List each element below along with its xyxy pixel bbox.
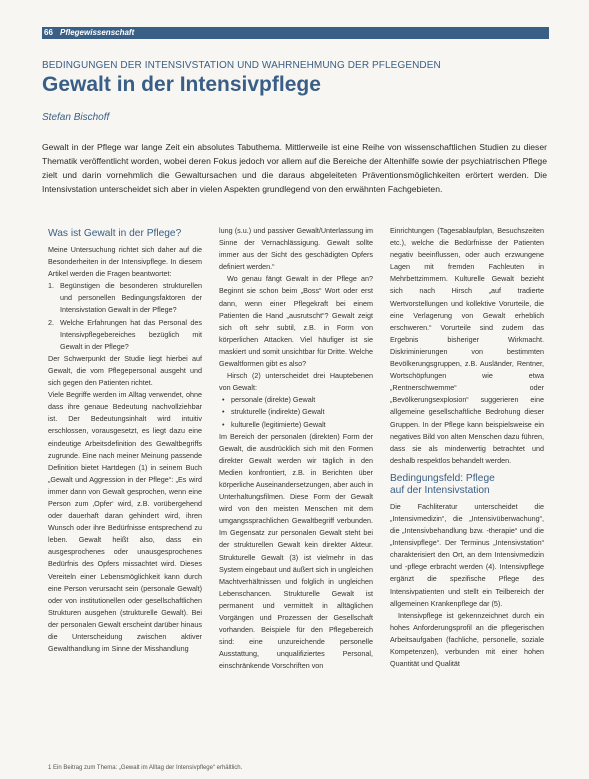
paragraph: Einrichtungen (Tagesablaufplan, Besuchszeiten etc.), welche die Bedürfnisse der Patienten negativ beeinflussen, oder auch erzwungene Lagen mit fremden Fachleuten in Mehrbettzimmern. Kulturelle Gewalt bezieht sich nach Hirsch „auf tradierte Wertvorstellungen und kollektive Vorurteile, die eine Verlagerung von Gewalt erheblich erschweren.“ Vorurteile sind zudem das Ergebnis bisheriger Wirkmacht. Diskriminierungen von bestimmten Bevölkerungsgruppen, z.B. Ausländer, Rentner, Wortschöpfungen wie etwa „Rentnerschwemme“ oder „Bevölkerungsexplosion“ suggerieren eine allgemeine gesellschaftliche Bedrohung dieser Gruppen. In der Pflege kann beispielsweise ein negatives Bild von alten Menschen dazu führen, dass sie als minderwertig betrachtet und deshalb respektlos behandelt werden. (390, 226, 544, 465)
paragraph: Der Schwerpunkt der Studie liegt hierbei auf Gewalt, die vom Pflegepersonal ausgeht und sich gegen den Patienten richtet. (48, 353, 202, 388)
paragraph: lung (s.u.) und passiver Gewalt/Unterlassung im Sinne der Vernachlässigung. Gewalt sollte immer aus der Sicht des geschädigten Opfers definiert werden.“ (219, 226, 373, 272)
list-text: Begünstigen die besonderen strukturellen und personellen Bedingungsfaktoren der Intensivstation Gewalt in der Pflege? (60, 281, 202, 315)
section-label: Pflegewissenschaft (60, 28, 135, 37)
paragraph: Intensivpflege ist gekennzeichnet durch ein hohes Anforderungsprofil an die pflegerischen Arbeitsaufgaben (fachliche, personelle, soziale Kompetenzen), verbunden mit einer hohen Quantität und Qualität (390, 610, 544, 669)
list-number: 1. (48, 281, 54, 291)
list-number: 2. (48, 317, 54, 327)
column-3 (390, 225, 544, 670)
article-title: Gewalt in der Intensivpflege (42, 73, 321, 96)
heading-line: Bedingungsfeld: Pflege (390, 472, 495, 484)
list-item: • strukturelle (indirekte) Gewalt (219, 406, 373, 418)
list-item: • personale (direkte) Gewalt (219, 394, 373, 406)
heading-line: auf der Intensivstation (390, 484, 490, 496)
bullet-list (219, 394, 373, 430)
list-text: Welche Erfahrungen hat das Personal des Intensivpflegebereiches bezüglich mit Gewalt in der Pflege? (60, 317, 202, 351)
article-lead: Gewalt in der Pflege war lange Zeit ein absolutes Tabuthema. Mittlerweile ist eine Reihe von wissenschaftlichen Studien zu dieser Thematik veröffentlicht worden, wobei deren Fokus jedoch vor allem auf die Bereiche der Altenhilfe sowie der psychiatrischen Pflege zielt und darin vornehmlich die Gewaltursachen und die daraus abgeleiteten Präventionsmöglichkeiten erörtert werden. Die Intensivstation unterscheidet sich aber in vielen Aspekten grundlegend von den erwähnten Fachgebieten. (42, 142, 547, 194)
paragraph: Die Fachliteratur unterscheidet die „Intensivmedizin“, die „Intensivüberwachung“, die „Intensivbehandlung bzw. -therapie“ und die „Intensivpflege“. Der Terminus „Intensivstation“ charakterisiert den Ort, an dem Intensivmedizin und -pflege erbracht werden (4). Intensivpflege ergänzt die spezifische Pflege des Intensivpatienten und stellt ein Teilbereich der allgemeinen Krankenpflege dar (5). (390, 501, 544, 608)
paragraph: Hirsch (2) unterscheidet drei Hauptebenen von Gewalt: (219, 371, 373, 393)
footnote: 1 Ein Beitrag zum Thema: „Gewalt im Alltag der Intensivpflege“ erhältlich. (48, 765, 243, 771)
question-list (48, 280, 202, 353)
article-author: Stefan Bischoff (42, 112, 110, 123)
paragraph: Meine Untersuchung richtet sich daher auf die Besonderheiten in der Intensivpflege. In diesem Artikel werden die Fragen beantwortet: (48, 245, 202, 279)
column-1 (48, 225, 202, 655)
article-kicker: BEDINGUNGEN DER INTENSIVSTATION UND WAHRNEHMUNG DER PFLEGENDEN (42, 60, 441, 71)
column-2 (219, 225, 373, 672)
page-number: 66 (44, 28, 53, 37)
paragraph: Wo genau fängt Gewalt in der Pflege an? Beginnt sie schon beim „Boss“ Wort oder erst dann, wenn einer Pflegekraft bei einem Patienten die Hand „ausrutscht“? Gewalt zeigt sich oft sehr subtil, z.B. in Form von körperlichen Attacken. Viel häufiger ist sie maskiert und somit unsichtbar für Dritte. Welche Gewaltformen gibt es also? (219, 274, 373, 369)
running-header (42, 27, 549, 39)
section-heading: Was ist Gewalt in der Pflege? (48, 228, 182, 239)
section-heading (390, 473, 544, 497)
list-item (48, 317, 202, 353)
list-item (48, 280, 202, 316)
paragraph: Im Bereich der personalen (direkten) Form der Gewalt, die ausdrücklich sich mit den Formen direkter Gewalt werden wir täglich in den Medien konfrontiert, z.B. in Berichten über körperliche Auseinandersetzungen, aber auch in Unterhaltungsfilmen. Diese Form der Gewalt wird von den meisten Menschen mit dem umgangssprachlichen Gewaltbegriff verbunden. Im Gegensatz zur personalen Gewalt steht bei der strukturellen Gewalt kein direkter Akteur. Strukturelle Gewalt (3) ist vielmehr in das System eingebaut und äußert sich in ungleichen Machtverhältnissen und folglich in ungleichen Lebenschancen. Strukturelle Gewalt ist permanent und vermittelt in alltäglichen Vorgängen und Prozessen der Gesellschaft vorhanden. Beispiele für den Pflegebereich sind: eine unzureichende personelle Ausstattung, unqualifiziertes Personal, einschränkende Vorschriften von (219, 431, 373, 671)
paragraph: Viele Begriffe werden im Alltag verwendet, ohne dass ihre genaue Bedeutung nachvollziehbar ist. Der Bedeutungsinhalt wird intuitiv erschlossen, vorausgesetzt, es liegt dazu eine eindeutige Arbeitsdefinition des Gewaltbegriffs zugrunde. Eine nach meiner Meinung passende Definition bietet Hartdegen (1) in seinem Buch „Gewalt und Aggression in der Pflege“: „Es wird immer dann von Gewalt gesprochen, wenn eine Person zum ‚Opfer‘ wird, z.B. vorübergehend oder dauerhaft daran gehindert wird, ihren Wunsch oder ihre Bedürfnisse entsprechend zu leben. Gewalt heißt also, dass ein ausgesprochenes oder unausgesprochenes Bedürfnis des Opfers missachtet wird. Dieses Vereiteln einer Lebensmöglichkeit kann durch eine Person verursacht sein (personale Gewalt) oder von institutionellen oder gesellschaftlichen Strukturen ausgehen (strukturelle Gewalt). Bei der personalen Gewalt erscheint darüber hinaus die Unterscheidung zwischen aktiver Gewalthandlung im Sinne der Misshandlung (48, 390, 202, 654)
list-item: • kulturelle (legitimierte) Gewalt (219, 419, 373, 431)
